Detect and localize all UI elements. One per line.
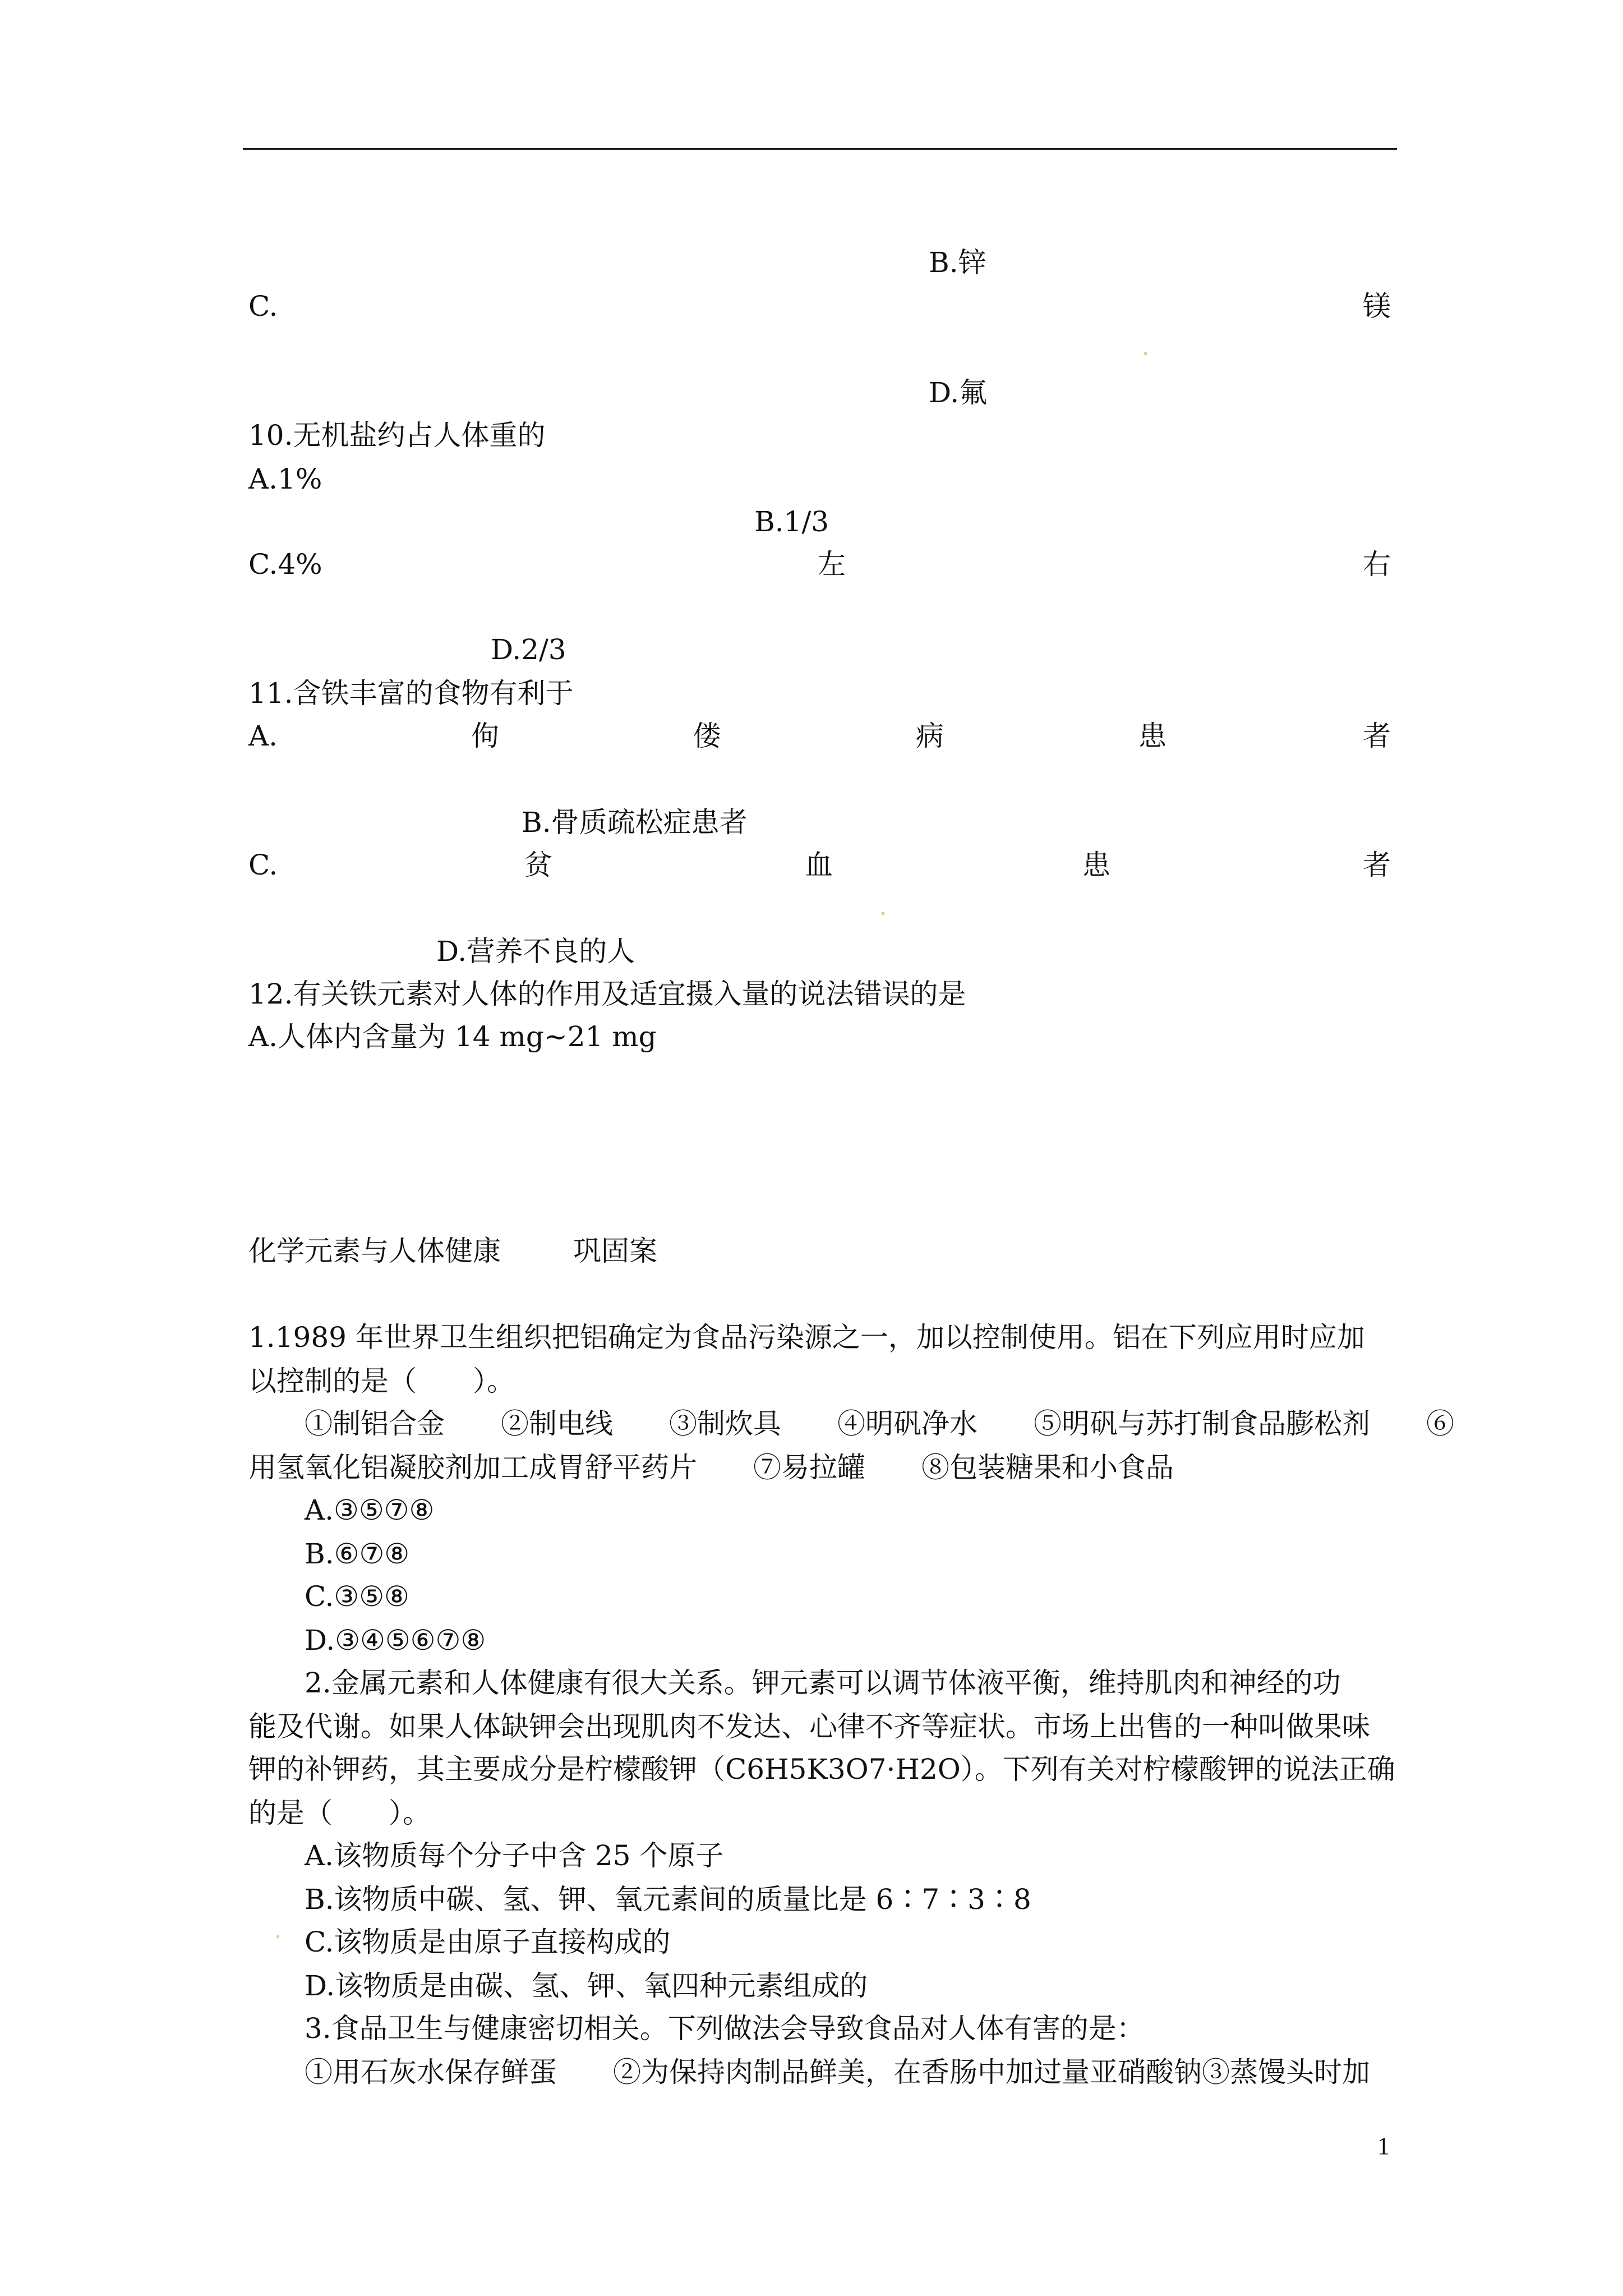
p2-line-3: 钾的补钾药，其主要成分是柠檬酸钾（C6H5K3O7·H2O）。下列有关对柠檬酸钾的说法正确 xyxy=(248,1753,1395,1786)
q11-stem: 11.含铁丰富的食物有利于 xyxy=(248,677,574,710)
section-title: 化学元素与人体健康 xyxy=(248,1235,501,1267)
q10-option-c-end: 右 xyxy=(1363,548,1391,581)
p2-line-4: 的是（ ）。 xyxy=(248,1797,431,1829)
q9-option-c-prefix: C. xyxy=(248,290,278,323)
q9-option-c-text: 镁 xyxy=(1363,290,1391,323)
q10-option-c-mid: 左 xyxy=(818,548,846,581)
q10-stem: 10.无机盐约占人体重的 xyxy=(248,419,546,452)
q11-option-a-char: 患 xyxy=(1138,720,1166,752)
scan-speck xyxy=(1144,352,1147,355)
q11-option-a-prefix: A. xyxy=(248,720,278,752)
q11-option-c-char: 血 xyxy=(805,849,833,881)
q11-option-a-char: 者 xyxy=(1363,720,1391,752)
q10-option-b: B.1/3 xyxy=(754,505,829,538)
q11-option-b: B.骨质疏松症患者 xyxy=(522,806,748,839)
q11-option-c-char: 者 xyxy=(1363,849,1391,881)
q12-stem: 12.有关铁元素对人体的作用及适宜摄入量的说法错误的是 xyxy=(248,978,966,1010)
p1-line-4: 用氢氧化铝凝胶剂加工成胃舒平药片 ⑦易拉罐 ⑧包装糖果和小食品 xyxy=(248,1451,1174,1484)
q11-option-c-char: 贫 xyxy=(524,849,552,881)
q9-option-b: B.锌 xyxy=(929,246,986,279)
p1-line-3: ①制铝合金 ②制电线 ③制炊具 ④明矾净水 ⑤明矾与苏打制食品膨松剂 ⑥ xyxy=(305,1407,1454,1440)
q10-option-d: D.2/3 xyxy=(491,633,566,666)
section-subtitle: 巩固案 xyxy=(573,1235,657,1267)
q11-option-a-char: 佝 xyxy=(471,720,499,752)
q11-option-d: D.营养不良的人 xyxy=(436,935,635,968)
p2-line-2: 能及代谢。如果人体缺钾会出现肌肉不发达、心律不齐等症状。市场上出售的一种叫做果味 xyxy=(248,1710,1370,1743)
q10-option-c-prefix: C.4% xyxy=(248,548,322,581)
p3-line-2: ①用石灰水保存鲜蛋 ②为保持肉制品鲜美，在香肠中加过量亚硝酸钠③蒸馒头时加 xyxy=(305,2056,1370,2088)
p1-option-c: C.③⑤⑧ xyxy=(305,1580,409,1613)
p1-option-b: B.⑥⑦⑧ xyxy=(305,1538,410,1570)
p3-line-1: 3.食品卫生与健康密切相关。下列做法会导致食品对人体有害的是： xyxy=(305,2012,1145,2045)
q11-option-a-char: 病 xyxy=(916,720,944,752)
header-rule xyxy=(243,148,1397,150)
p2-option-c: C.该物质是由原子直接构成的 xyxy=(305,1926,671,1958)
scan-speck xyxy=(276,1935,279,1938)
p2-option-b: B.该物质中碳、氢、钾、氧元素间的质量比是 6∶7∶3∶8 xyxy=(305,1883,1031,1916)
p2-option-d: D.该物质是由碳、氢、钾、氧四种元素组成的 xyxy=(305,1970,868,2002)
q11-option-a-char: 偻 xyxy=(693,720,721,752)
p1-option-a: A.③⑤⑦⑧ xyxy=(305,1494,435,1526)
scan-speck xyxy=(882,912,884,915)
page-number: 1 xyxy=(1377,2132,1390,2160)
p1-line-1: 1.1989 年世界卫生组织把铝确定为食品污染源之一，加以控制使用。铝在下列应用时应加 xyxy=(248,1321,1365,1354)
q10-option-a: A.1% xyxy=(248,463,322,495)
q11-option-c-char: 患 xyxy=(1082,849,1110,881)
p2-line-1: 2.金属元素和人体健康有很大关系。钾元素可以调节体液平衡，维持肌肉和神经的功 xyxy=(305,1667,1341,1699)
p1-option-d: D.③④⑤⑥⑦⑧ xyxy=(305,1624,486,1657)
p2-option-a: A.该物质每个分子中含 25 个原子 xyxy=(305,1839,724,1872)
p1-line-2: 以控制的是（ ）。 xyxy=(248,1365,515,1397)
q9-option-d: D.氟 xyxy=(929,376,988,409)
q12-option-a: A.人体内含量为 14 mg~21 mg xyxy=(248,1020,657,1053)
q11-option-c-prefix: C. xyxy=(248,849,278,881)
